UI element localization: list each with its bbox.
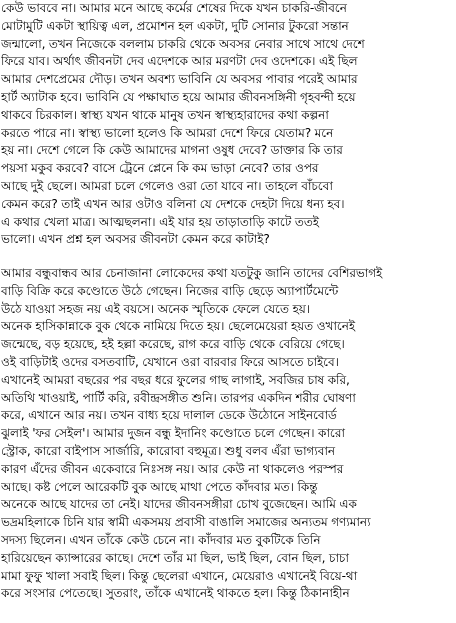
text-line: ভালো। এখন প্রশ্ন হল অবসর জীবনটা কেমন করে কাটাই? xyxy=(1,232,270,247)
text-line: আমার দেশপ্রেমের দৌড়। তখন অবশ্য ভাবিনি যে অবসর পাবার পরেই আমার xyxy=(1,72,358,87)
text-line: ফিরে যাব। অর্থাৎ জীবনটা দেব এদেশকে আর মরণটা দেব ওদেশকে। এই ছিল xyxy=(1,54,358,69)
text-line: জন্মালো, তখন নিজেকে বললাম চাকরি থেকে অবসর নেবার সাথে সাথে দেশে xyxy=(1,36,365,51)
text-line: অনেকে আছে যাদের তা নেই। যাদের জীবনসঙ্গীরা চোখ বুজেছেন। আমি এক xyxy=(1,497,357,512)
text-line: অনেক হাসিকান্নাকে বুক থেকে নামিয়ে দিতে হয়। ছেলেমেয়েরা হয়ত ওখানেই xyxy=(1,319,355,334)
paragraph-2 xyxy=(1,265,453,603)
text-line: করতে পারে না। স্বাস্থ্য ভালো হলেও কি আমরা দেশে ফিরে যেতাম? মনে xyxy=(1,125,334,140)
text-line: সদস্য ছিলেন। এখন তাঁকে কেউ চেনে না। কাঁদবার মত বুকটিকে তিনি xyxy=(1,532,321,547)
text-line: করে সংসার পেতেছে। সুতরাং, তাঁকে এখানেই থাকতে হল। কিন্তু ঠিকানাহীন xyxy=(1,586,350,601)
text-line: কারণ এঁদের জীবন একেবারে নিঃসঙ্গ নয়। আর কেউ না থাকলেও পরস্পর xyxy=(1,461,344,476)
text-line: আছে। কষ্ট পেলে আরেকটি বুক আছে মাথা পেতে কাঁদবার মত। কিন্তু xyxy=(1,479,318,494)
text-line: হয় না। দেশে গেলে কি কেউ আমাদের মাগনা ওষুধ দেবে? ডাক্তার কি তার xyxy=(1,143,343,158)
text-line: কেমন করে? তাই এখন আর ওটাও বলিনা যে দেশকে দেহটা দিয়ে ধন্য হব। xyxy=(1,196,345,211)
text-line: জন্মেছে, বড় হয়েছে, হই হল্লা করেছে, রাগ করে বাড়ি থেকে বেরিয়ে গেছে। xyxy=(1,337,345,352)
text-line: হারিয়েছেন ক্যান্সারের কাছে। দেশে তাঁর মা ছিল, ভাই ছিল, বোন ছিল, চাচা xyxy=(1,550,349,565)
text-line: ভদ্রমহিলাকে চিনি যার স্বামী একসময় প্রবাসী বাঙালি সমাজের অন্যতম গণ্যমান্য xyxy=(1,515,371,530)
text-line: ঝুলাই 'ফর সেইল'। আমার দুজন বন্ধু ইদানিং কণ্ডোতে চলে গেছেন। কারো xyxy=(1,426,345,441)
text-line: এ কথার খেলা মাত্র। আত্মছলনা। এই যার হয় তাড়াতাড়ি কাটে ততই xyxy=(1,214,319,229)
text-line: আছে দুই ছেলে। আমরা চলে গেলেও ওরা তো যাবে না। তাহলে বাঁচবো xyxy=(1,178,333,193)
text-line: কেউ ভাববে না। আমার মনে আছে কর্মের শেষের দিকে যখন চাকরি-জীবনে xyxy=(1,1,347,15)
text-line: ওই বাড়িটাই ওদের বসতবাটি, যেখানে ওরা বারবার ফিরে আসতে চাইবে। xyxy=(1,354,339,369)
text-line: পয়সা মকুব করবে? বাসে ট্রেনে প্লেনে কি কম ভাড়া নেবে? তার ওপর xyxy=(1,161,319,176)
text-line: বাড়ি বিক্রি করে কণ্ডোতে উঠে গেছেন। নিজের বাড়ি ছেড়ে অ্যাপার্টমেন্টে xyxy=(1,283,339,298)
text-line: থাকবে চিরকাল। স্বাস্থ্য যখন থাকে মানুষ তখন স্বাস্থ্যহারাদের কথা কল্পনা xyxy=(1,107,329,122)
text-line: মোটামুটি একটা স্থায়িত্ব এল, প্রমোশন হল একটা, দুটি সোনার টুকরো সন্তান xyxy=(1,18,349,33)
text-line: উঠে যাওয়া সহজ নয় এই বয়সে। অনেক স্মৃতিকে ফেলে যেতে হয়। xyxy=(1,301,310,316)
text-line: এখানেই আমরা বছরের পর বছর ধরে ফুলের গাছ লাগাই, সবজির চাষ করি, xyxy=(1,372,350,387)
text-line: আমার বন্ধুবান্ধব আর চেনাজানা লোকেদের কথা যতটুকু জানি তাদের বেশিরভাগই xyxy=(1,266,383,280)
paragraph-1 xyxy=(1,0,453,249)
text-line: করে, এখানে আর নয়। তখন বাধ্য হয়ে দালাল ডেকে উঠোনে সাইনবোর্ড xyxy=(1,408,337,423)
text-line: মামা ফুফু খালা সবাই ছিল। কিন্তু ছেলেরা এখানে, মেয়েরাও এখানেই বিয়ে-থা xyxy=(1,568,358,583)
text-line: হার্ট অ্যাটাক হবে। ভাবিনি যে পক্ষাঘাত হয়ে আমার জীবনসঙ্গিনী গৃহবন্দী হয়ে xyxy=(1,89,356,104)
text-line: অতিথি খাওয়াই, পার্টি করি, রবীন্দ্রসঙ্গীত শুনি। তারপর একদিন শরীর ঘোষণা xyxy=(1,390,356,405)
text-line: স্ট্রোক, কারো বাইপাস সার্জারি, কারোবা বহুমূত্র। শুধু বলব এঁরা ভাগ্যবান xyxy=(1,443,335,458)
